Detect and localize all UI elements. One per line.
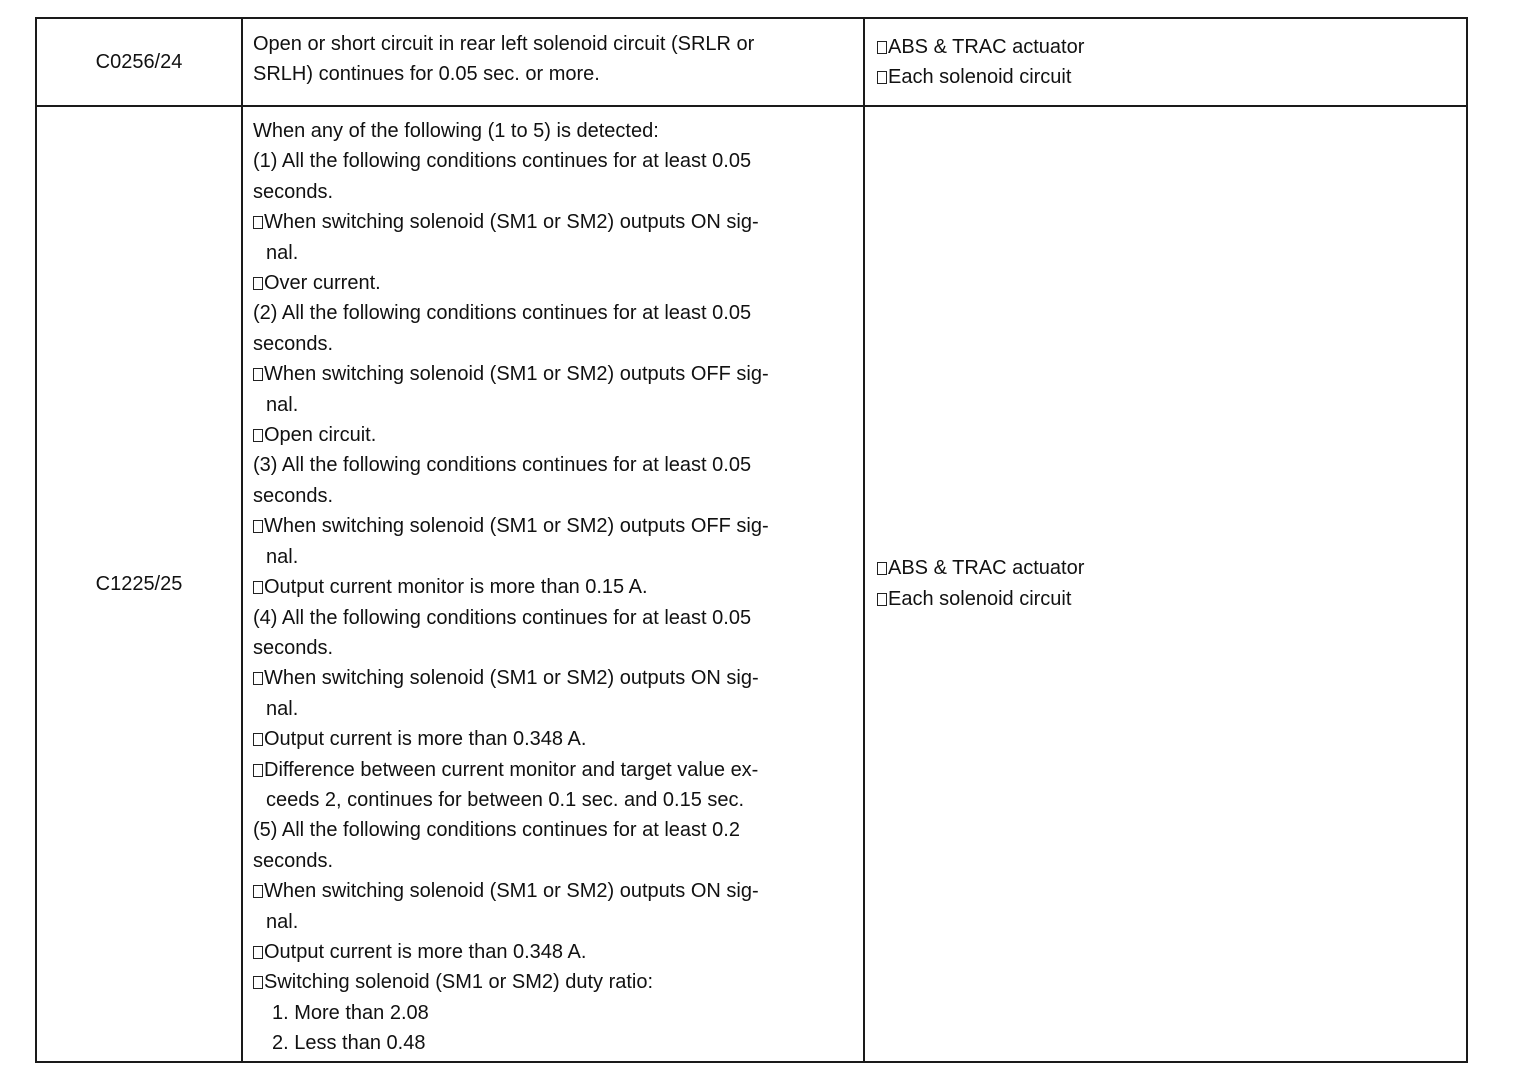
checkbox-square-icon bbox=[253, 885, 263, 898]
condition-line-text: seconds. bbox=[253, 332, 334, 355]
trouble-area-text: Each solenoid circuit bbox=[888, 66, 1072, 88]
condition-line bbox=[253, 724, 851, 754]
condition-line bbox=[253, 238, 851, 268]
condition-line bbox=[253, 359, 851, 389]
trouble-area-cell bbox=[864, 18, 1467, 106]
detection-condition-cell bbox=[242, 18, 864, 106]
checkbox-square-icon bbox=[253, 277, 263, 290]
condition-line bbox=[253, 846, 851, 876]
condition-line bbox=[253, 967, 851, 997]
condition-line bbox=[253, 542, 851, 572]
dtc-table-body bbox=[36, 18, 1467, 1062]
checkbox-square-icon bbox=[253, 368, 263, 381]
trouble-area-item bbox=[877, 62, 1456, 92]
condition-line bbox=[253, 755, 851, 785]
condition-line bbox=[253, 420, 851, 450]
condition-line-text: (3) All the following conditions continues for at least 0.05 bbox=[253, 454, 752, 477]
condition-line-text: 1. More than 2.08 bbox=[272, 1001, 429, 1024]
condition-line bbox=[253, 481, 851, 511]
checkbox-square-icon bbox=[253, 946, 263, 959]
checkbox-square-icon bbox=[253, 216, 263, 229]
checkbox-square-icon bbox=[253, 672, 263, 685]
condition-line-text: When any of the following (1 to 5) is detected: bbox=[253, 120, 659, 142]
condition-line-text: nal. bbox=[266, 241, 299, 264]
condition-line bbox=[253, 177, 851, 207]
condition-line-text: When switching solenoid (SM1 or SM2) outputs OFF sig- bbox=[264, 515, 769, 538]
condition-line-text: nal. bbox=[266, 910, 299, 933]
checkbox-square-icon bbox=[253, 520, 263, 533]
condition-line bbox=[253, 298, 851, 328]
condition-line bbox=[253, 785, 851, 815]
condition-line-text: (2) All the following conditions continues for at least 0.05 bbox=[253, 302, 752, 325]
condition-line-text: seconds. bbox=[253, 849, 334, 872]
trouble-area-text: ABS & TRAC actuator bbox=[888, 35, 1085, 58]
checkbox-square-icon bbox=[253, 581, 263, 594]
trouble-area-item bbox=[877, 584, 1456, 614]
condition-line bbox=[253, 815, 851, 845]
condition-line bbox=[253, 907, 851, 937]
detection-condition-cell bbox=[242, 106, 864, 1062]
condition-line-text: nal. bbox=[266, 393, 299, 416]
condition-line-text: nal. bbox=[266, 697, 299, 720]
condition-line bbox=[253, 329, 851, 359]
condition-line-text: When switching solenoid (SM1 or SM2) outputs ON sig- bbox=[264, 211, 759, 234]
condition-line-text: Output current is more than 0.348 A. bbox=[264, 940, 587, 963]
dtc-code: C0256/24 bbox=[95, 50, 183, 73]
checkbox-square-icon bbox=[877, 593, 887, 606]
condition-line-text: Output current monitor is more than 0.15 A. bbox=[264, 576, 648, 599]
condition-line-text: nal. bbox=[266, 545, 299, 568]
condition-line bbox=[253, 207, 851, 237]
condition-line-text: 2. Less than 0.48 bbox=[272, 1032, 426, 1055]
condition-line-text: When switching solenoid (SM1 or SM2) outputs ON sig- bbox=[264, 880, 759, 903]
trouble-area-item bbox=[877, 553, 1456, 583]
condition-line bbox=[253, 511, 851, 541]
condition-line-text: When switching solenoid (SM1 or SM2) outputs ON sig- bbox=[264, 667, 759, 690]
trouble-area-item bbox=[877, 32, 1456, 62]
condition-line-text: Open or short circuit in rear left solenoid circuit (SRLR or bbox=[253, 33, 755, 55]
checkbox-square-icon bbox=[253, 764, 263, 777]
condition-line-text: Open circuit. bbox=[264, 424, 377, 447]
condition-line bbox=[253, 937, 851, 967]
condition-line bbox=[253, 998, 851, 1028]
trouble-area-text: Each solenoid circuit bbox=[888, 587, 1072, 610]
condition-line bbox=[253, 876, 851, 906]
checkbox-square-icon bbox=[253, 733, 263, 746]
dtc-code: C1225/25 bbox=[95, 572, 183, 595]
checkbox-square-icon bbox=[253, 976, 263, 989]
condition-line bbox=[253, 268, 851, 298]
condition-line-text: (5) All the following conditions continues for at least 0.2 bbox=[253, 819, 740, 842]
table-row bbox=[36, 18, 1467, 106]
condition-line bbox=[253, 29, 851, 59]
condition-line-text: Over current. bbox=[264, 272, 381, 295]
condition-line-text: Switching solenoid (SM1 or SM2) duty ratio: bbox=[264, 971, 654, 994]
condition-line-text: (4) All the following conditions continues for at least 0.05 bbox=[253, 606, 752, 629]
condition-line-text: ceeds 2, continues for between 0.1 sec. and 0.15 sec. bbox=[266, 788, 745, 811]
table-row bbox=[36, 106, 1467, 1062]
condition-line-text: (1) All the following conditions continues for at least 0.05 bbox=[253, 150, 752, 173]
checkbox-square-icon bbox=[877, 41, 887, 54]
condition-line-text: Output current is more than 0.348 A. bbox=[264, 728, 587, 751]
condition-line bbox=[253, 633, 851, 663]
dtc-code-cell bbox=[36, 18, 242, 106]
condition-line bbox=[253, 116, 851, 146]
condition-line bbox=[253, 390, 851, 420]
checkbox-square-icon bbox=[877, 562, 887, 575]
condition-line-text: seconds. bbox=[253, 636, 334, 659]
condition-line bbox=[253, 1028, 851, 1058]
condition-line bbox=[253, 146, 851, 176]
trouble-area-cell bbox=[864, 106, 1467, 1062]
condition-line bbox=[253, 603, 851, 633]
condition-line-text: seconds. bbox=[253, 180, 334, 203]
condition-line-text: SRLH) continues for 0.05 sec. or more. bbox=[253, 63, 600, 86]
condition-line bbox=[253, 59, 851, 89]
condition-line bbox=[253, 572, 851, 602]
condition-line bbox=[253, 663, 851, 693]
condition-line bbox=[253, 450, 851, 480]
trouble-area-text: ABS & TRAC actuator bbox=[888, 557, 1085, 580]
condition-line bbox=[253, 694, 851, 724]
dtc-code-cell bbox=[36, 106, 242, 1062]
condition-line-text: Difference between current monitor and target value ex- bbox=[264, 758, 759, 781]
condition-line-text: seconds. bbox=[253, 484, 334, 507]
dtc-table bbox=[35, 17, 1468, 1063]
checkbox-square-icon bbox=[253, 429, 263, 442]
checkbox-square-icon bbox=[877, 71, 887, 84]
condition-line-text: When switching solenoid (SM1 or SM2) outputs OFF sig- bbox=[264, 363, 769, 386]
